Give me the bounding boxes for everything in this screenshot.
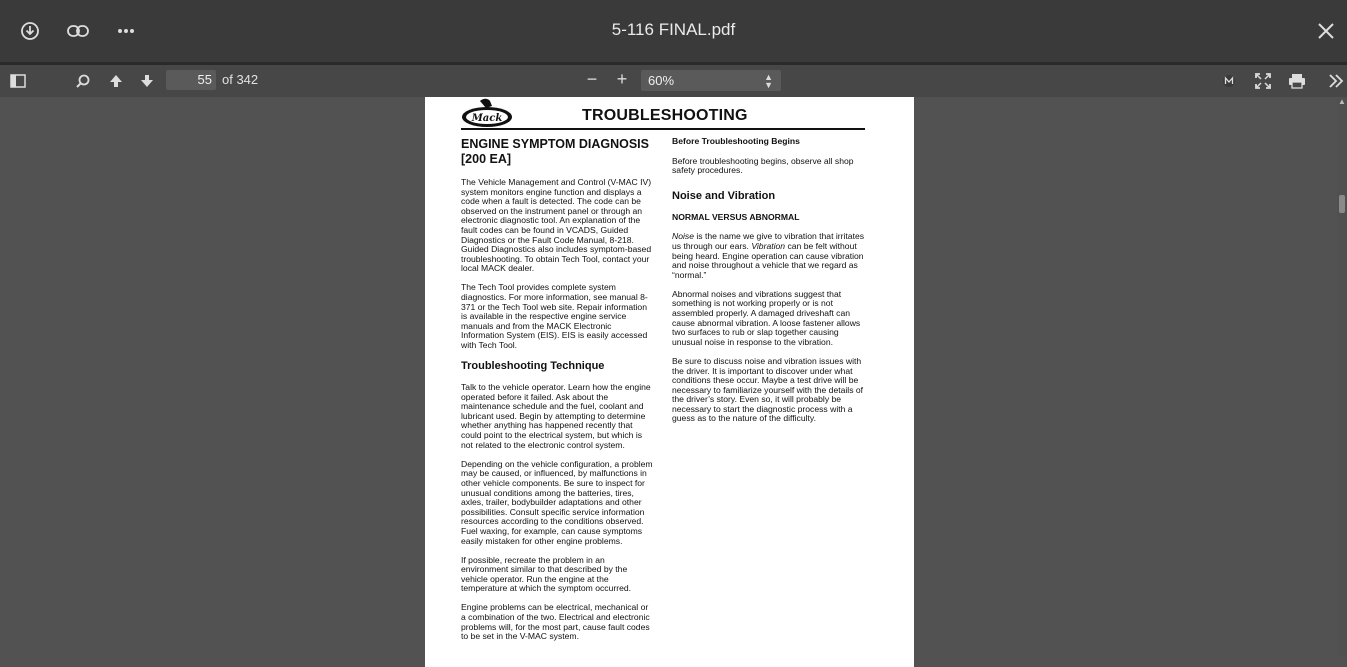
sidebar-toggle-icon[interactable] [8,72,28,90]
paragraph: If possible, recreate the problem in an environment similar to that described by the vehicle operator. Run the engine at the temperature at which the symptom occurred. [461,554,632,594]
search-icon[interactable] [73,72,93,90]
paragraph: Noise is the name we give to vibration that irritates us through our ears. Vibration can be felt without being heard. Engine operation can cause vibration and noise throughout a vehicle that we regard as “normal.” [672,231,865,280]
paragraph: Talk to the vehicle operator. Learn how the engine operated before it failed. Ask about the maintenance schedule and the fuel, coolant and lubricant used. Begin by attempting to determine whether anything has happened recently that could point to the electrical system, but which is not related to the electronic control system. [461,382,651,450]
paragraph: Engine problems can be electrical, mechanical or a combination of the two. Electrical and electronic problems will, for the most part, cause fault codes to be set in the V-MAC system. [461,602,650,642]
paragraph: The Vehicle Management and Control (V-MAC IV) system monitors engine function and displays a code when a fault is detected. The code can be observed on the instrument panel or through an electronic diagnostic tool. An explanation of the fault codes can be found in VCADS, Guided Diagnostics or the Fault Code Manual, 8-218. Guided Diagnostics also includes symptom-based troubleshooting. To obtain Tech Tool, contact your local MACK dealer. [461,177,652,274]
viewer-topbar [0,0,1347,62]
paragraph: Before troubleshooting begins, observe all shop safety procedures. [672,155,854,176]
scrollbar-thumb[interactable] [1339,195,1345,213]
zoom-out-button[interactable]: − [586,68,598,89]
close-icon[interactable] [1313,18,1339,44]
next-page-icon[interactable] [137,72,157,90]
previous-page-icon[interactable] [106,72,126,90]
presentation-icon[interactable] [1219,72,1239,90]
fullscreen-icon[interactable] [1253,72,1273,90]
select-arrows-icon: ▲ ▼ [764,72,773,90]
vertical-scrollbar[interactable] [1337,97,1347,656]
document-title: 5-116 FINAL.pdf [611,20,736,39]
more-tools-icon[interactable] [1326,72,1346,90]
paragraph: Be sure to discuss noise and vibration issues with the driver. It is important to discover under what conditions these occur. Maybe a test drive will be necessary to familiarize yourself with the details of the driver’s story. Even so, it will probably be necessary to start the diagnostic process with a guess as to the nature of the difficulty. [672,355,864,424]
paragraph: Depending on the vehicle configuration, a problem may be caused, or influenced, by malfunctions in other vehicle components. Be sure to inspect for unusual conditions among the batteries, tires, axles, trailer, bodybuilder adaptations and other possibilities. Consult specific service information resources according to the conditions observed. Fuel waxing, for example, can cause symptoms easily mistaken for other engine problems. [461,458,653,546]
heading-noise-vibration: Noise and Vibration [672,189,776,202]
header-rule [461,128,865,130]
page-number-input[interactable]: 55 [166,70,216,90]
print-icon[interactable] [1287,72,1307,90]
pdf-page [425,97,914,667]
section-header: TROUBLESHOOTING [582,107,748,124]
pdf-toolbar [0,65,1347,97]
page-count: of 342 [222,72,259,87]
heading-troubleshooting-technique: Troubleshooting Technique [461,360,605,373]
logo-text: Mack [471,113,503,124]
heading-normal-abnormal: NORMAL VERSUS ABNORMAL [672,211,800,222]
left-column [461,137,654,651]
right-column [672,137,865,434]
zoom-in-button[interactable]: + [616,68,628,89]
heading-engine-symptom: ENGINE SYMPTOM DIAGNOSIS [200 EA] [461,137,649,166]
zoom-value: 60% [648,73,675,88]
zoom-select[interactable] [641,70,781,91]
heading-before-troubleshooting: Before Troubleshooting Begins [672,136,800,146]
paragraph: The Tech Tool provides complete system diagnostics. For more information, see manual 8-371 or the Tech Tool web site. Repair information is available in the respective engine service manuals and from the MACK Electronic Information System (EIS). EIS is easily accessed with Tech Tool. [461,282,648,350]
scroll-up-arrow-icon[interactable]: ▲ [1338,97,1346,106]
paragraph: Abnormal noises and vibrations suggest that something is not working properly or is not assembled properly. A damaged driveshaft can cause abnormal vibration. A loose fastener allows two surfaces to rub or slap together causing unusual noise in response to the vibration. [672,288,861,347]
